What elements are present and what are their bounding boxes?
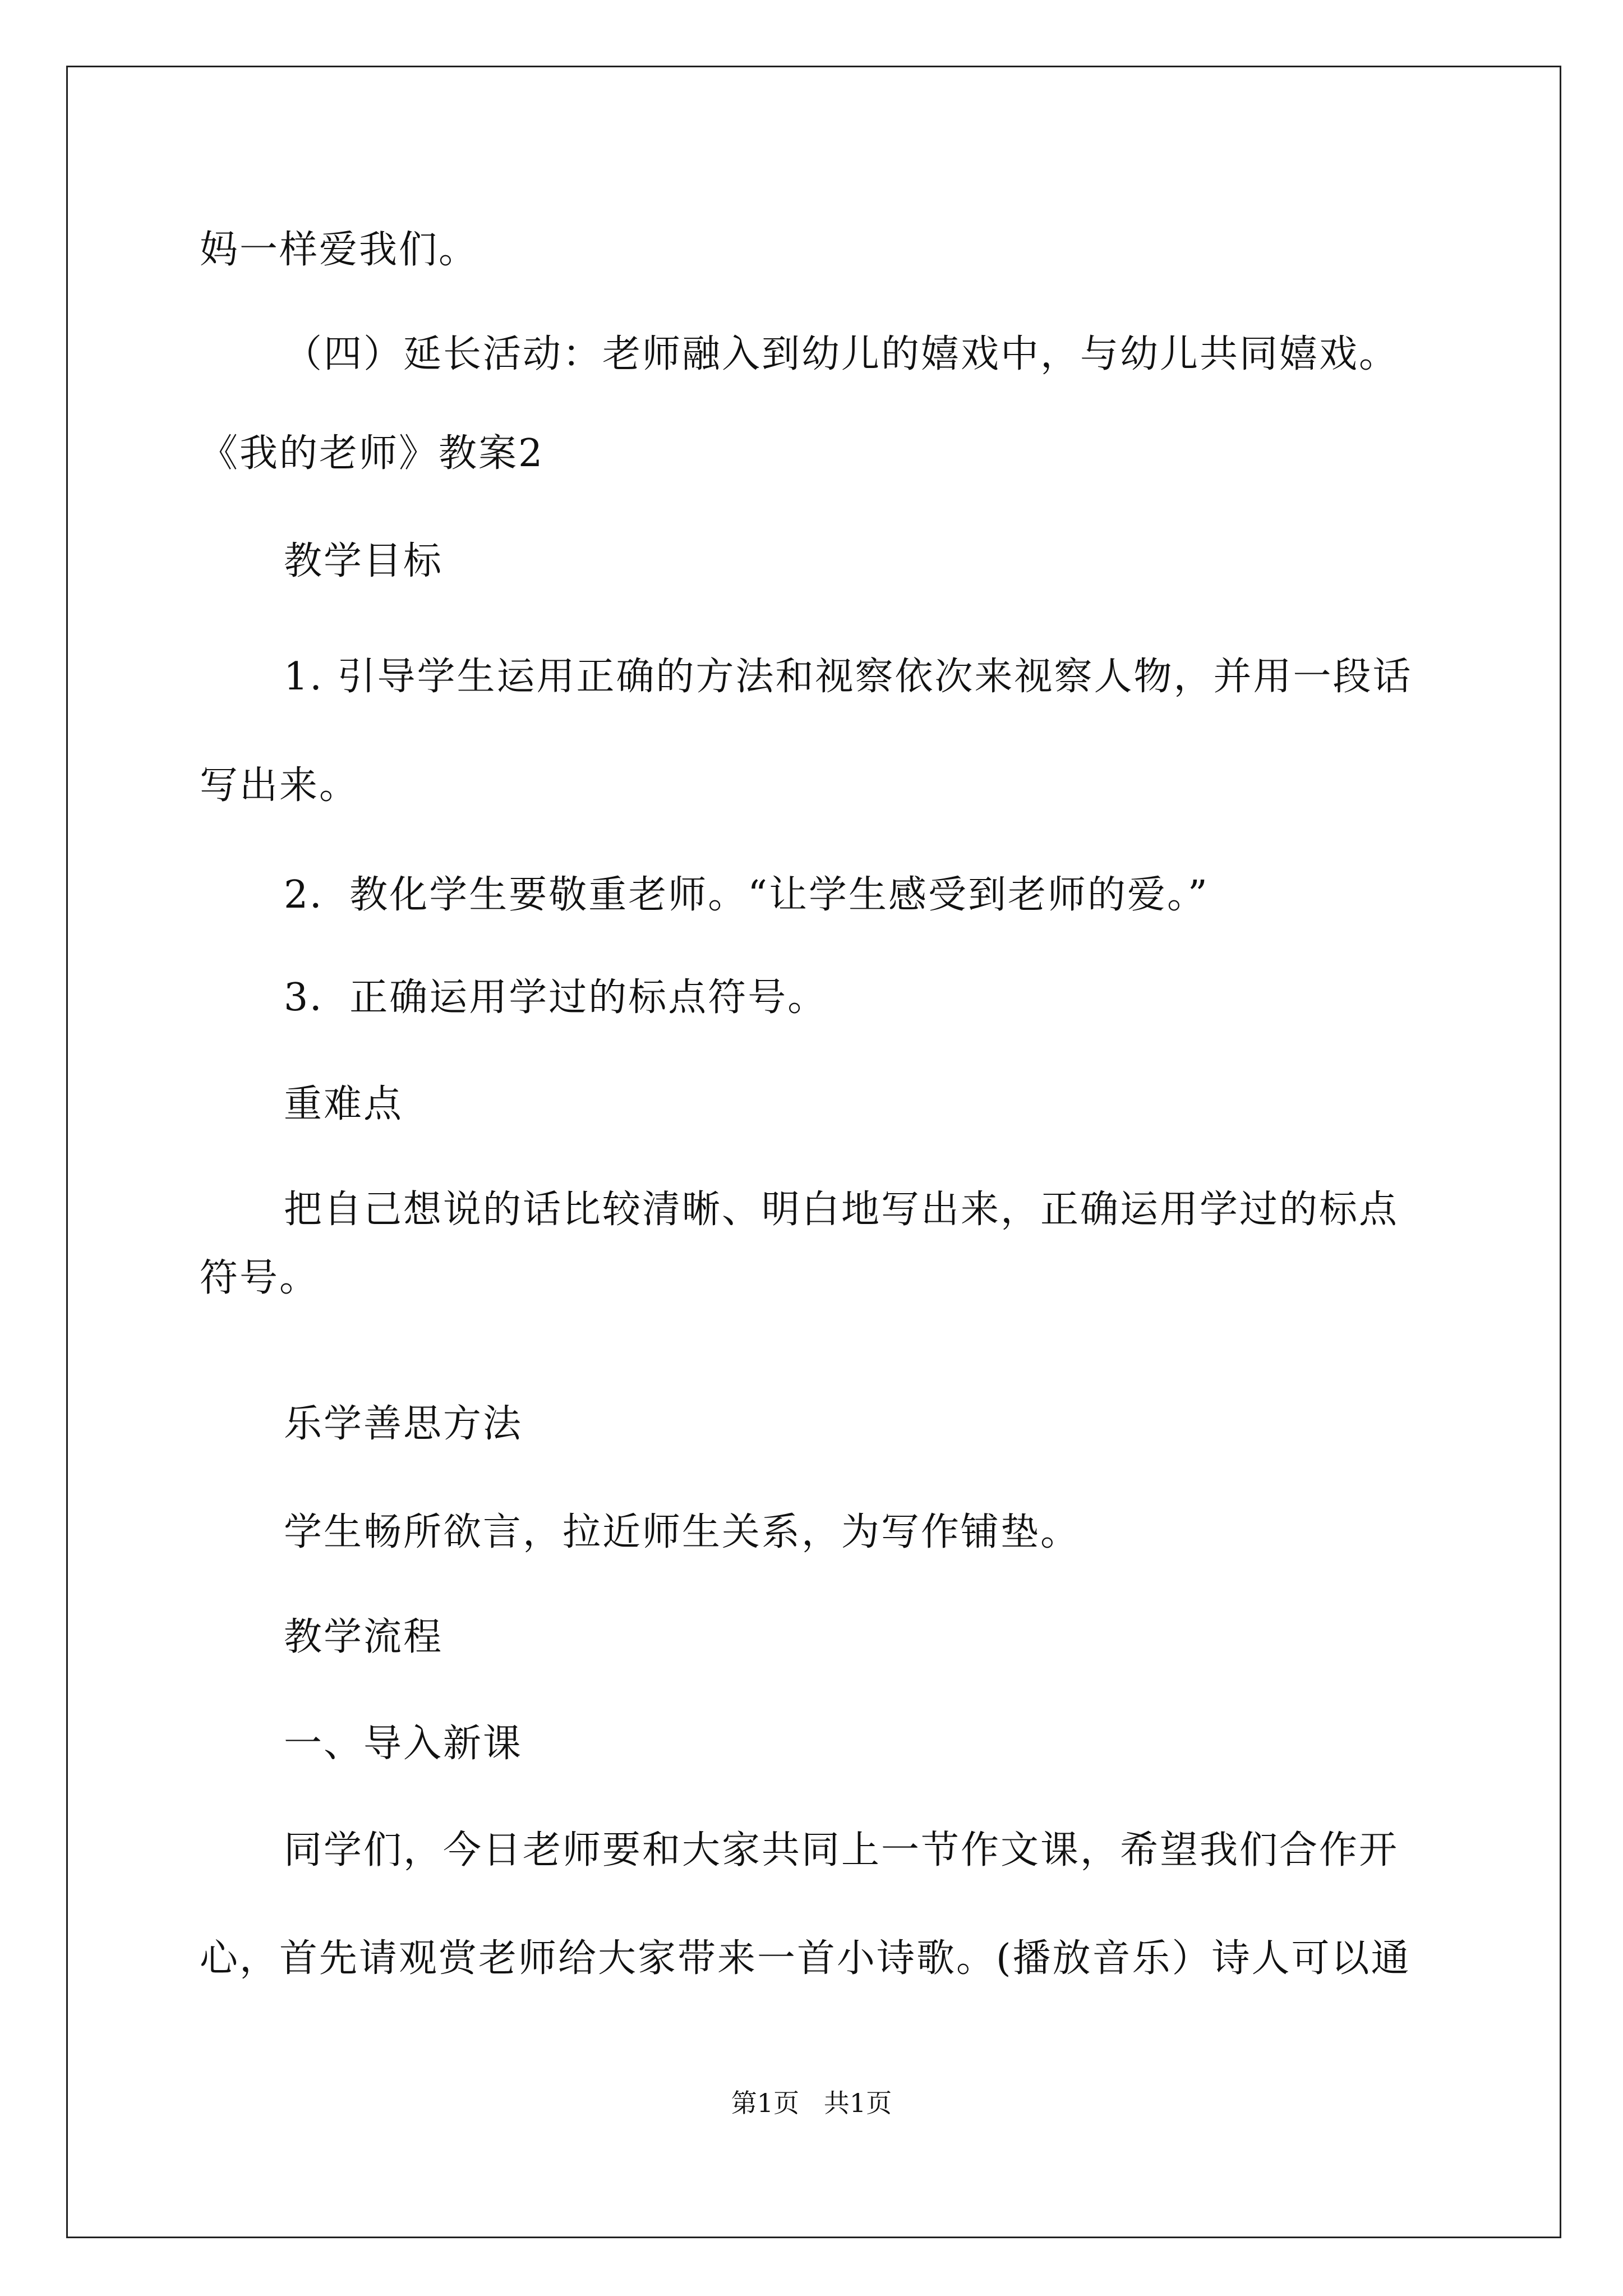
text-line: 心，首先请观赏老师给大家带来一首小诗歌。(播放音乐）诗人可以通: [200, 1936, 1411, 1981]
subheading: 教学流程: [284, 1615, 444, 1659]
subheading: 乐学善思方法: [284, 1402, 523, 1446]
text-line: 妈一样爱我们。: [200, 228, 479, 272]
text-line: 1. 引导学生运用正确的方法和视察依次来视察人物，并用一段话: [284, 655, 1413, 699]
text-line: 写出来。: [200, 763, 359, 808]
text-line: 同学们，今日老师要和大家共同上一节作文课，希望我们合作开: [284, 1828, 1399, 1872]
subheading: 教学目标: [284, 539, 444, 583]
text-line: 2．教化学生要敬重老师。“让学生感受到老师的爱。”: [284, 873, 1209, 917]
page-border: [66, 66, 1561, 2238]
subheading: 重难点: [284, 1082, 404, 1126]
subheading: 一、导入新课: [284, 1722, 523, 1766]
text-line: 学生畅所欲言，拉近师生关系，为写作铺垫。: [284, 1510, 1081, 1554]
text-line: 3．正确运用学过的标点符号。: [284, 976, 828, 1020]
section-heading: 《我的老师》教案2: [200, 431, 545, 476]
page-footer: 第1页 共1页: [731, 2088, 892, 2118]
text-line: （四）延长活动：老师融入到幼儿的嬉戏中，与幼儿共同嬉戏。: [284, 332, 1399, 376]
text-line: 把自己想说的话比较清晰、明白地写出来，正确运用学过的标点: [284, 1188, 1399, 1232]
text-line: 符号。: [200, 1256, 320, 1300]
